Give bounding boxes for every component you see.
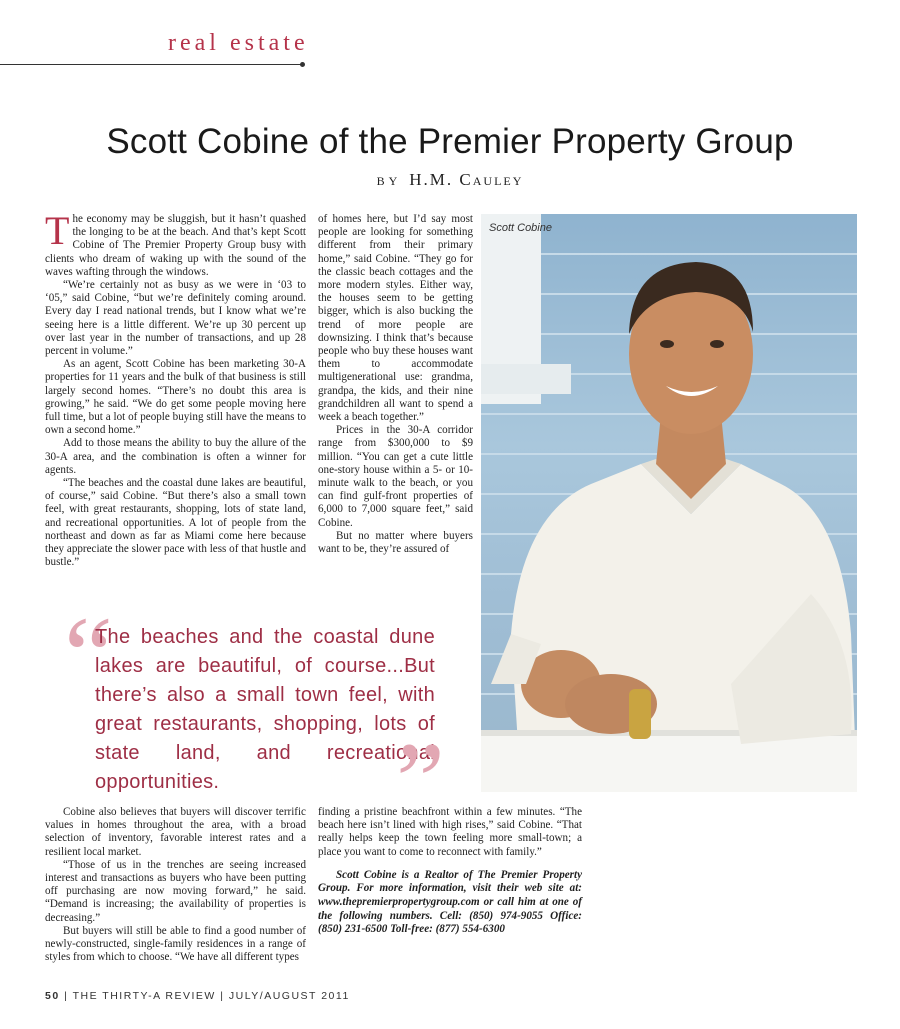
article-column-4 bbox=[318, 806, 582, 937]
photo-caption: Scott Cobine bbox=[489, 222, 552, 234]
page-footer bbox=[45, 990, 350, 1002]
byline bbox=[0, 170, 900, 190]
section-label: real estate bbox=[168, 30, 309, 56]
paragraph: But buyers will still be able to find a good number of newly-constructed, single-family residences in a range of styles from which to choose. “We have all different types bbox=[45, 924, 306, 964]
paragraph: “We’re certainly not as busy as we were in ‘03 to ‘05,” said Cobine, “but we’re definitely coming around. Every day I read national trends, but I know what we’re seeing here is a little different. We’re up 30 percent up over last year in the number of transactions, and up 28 percent in volume.” bbox=[45, 279, 306, 358]
footer-separator: | bbox=[64, 990, 69, 1002]
paragraph: finding a pristine beachfront within a few minutes. “The beach here isn’t lined with high rises,” said Cobine. “That really helps keep the town feeling more small-town; a place you want to come to reconnect with family.” bbox=[318, 806, 582, 858]
article-headline: Scott Cobine of the Premier Property Group bbox=[106, 122, 794, 161]
drop-cap: T bbox=[45, 208, 70, 253]
portrait-photo bbox=[481, 214, 857, 792]
article-column-1 bbox=[45, 208, 306, 569]
paragraph: Cobine also believes that buyers will discover terrific values in homes throughout the area, with a broad selection of inventory, favorable interest rates and a resilient local market. bbox=[45, 806, 306, 858]
paragraph: Prices in the 30-A corridor range from $300,000 to $9 million. “You can get a cute little one-story house within a 5- or 10-minute walk to the beach, or you can find gulf-front properties of 6,000 to 7,000 square feet,” said Cobine. bbox=[318, 424, 473, 529]
close-quote-mark: ” bbox=[396, 720, 445, 842]
footer-separator: | bbox=[220, 990, 225, 1002]
publication-name: THE THIRTY-A REVIEW bbox=[72, 990, 216, 1002]
pull-quote: The beaches and the coastal dune lakes are beautiful, of course...But there’s also a small town feel, with great restaurants, shopping, lots of state land, and recreational opportunities. bbox=[95, 626, 435, 793]
article-column-3 bbox=[45, 806, 306, 964]
paragraph: “Those of us in the trenches are seeing increased interest and transactions as buyers who have been putting off purchasing are now moving forward,” he said. “Demand is increasing; the availability of properties is decreasing.” bbox=[45, 858, 306, 924]
paragraph: As an agent, Scott Cobine has been marketing 30-A properties for 11 years and the bulk of that business is still largely second homes. “There’s no doubt this area is growing,” he said. “We do get some people moving here full time, but a lot of people buying still have the means to own a second home.” bbox=[45, 358, 306, 437]
photo-illustration bbox=[481, 214, 857, 792]
byline-by: BY bbox=[376, 174, 402, 188]
byline-author: H.M. Cauley bbox=[409, 170, 524, 189]
paragraph: of homes here, but I’d say most people are looking for something different from their primary home,” said Cobine. “They go for the classic beach cottages and the more modern styles. Either way, the houses seem to be getting bigger, which is also bucking the trend of more people are downsizing. I think that’s because people who buy these houses want them to accommodate multigenerational use: grandma, grandpa, the kids, and their nine grandchildren all want to spend a week a beach together.” bbox=[318, 213, 473, 424]
author-bio: Scott Cobine is a Realtor of The Premier Property Group. For more information, visit their web site at: www.thepremierpropertygroup.com or call him at one of the following numbers. Cell: (850) 974-9055 Office: (850) 231-6500 Toll-free: (877) 554-6300 bbox=[318, 868, 582, 936]
paragraph: “The beaches and the coastal dune lakes are beautiful, of course,” said Cobine. “But there’s also a small town feel, with great restaurants, shopping, lots of state land, and recreational opportunities. A lot of people from the northeast and down as far as Miami come here because they appreciate the slower pace with less of that hustle and bustle.” bbox=[45, 477, 306, 569]
paragraph: Add to those means the ability to buy the allure of the 30-A area, and the combination is often a winner for agents. bbox=[45, 437, 306, 476]
paragraph: The economy may be sluggish, but it hasn’t quashed the longing to be at the beach. And that’s kept Scott Cobine of The Premier Property Group busy with clients who dream of waking up with the sound of the waves wafting through the windows. bbox=[45, 208, 306, 278]
header-rule bbox=[0, 64, 304, 65]
paragraph: But no matter where buyers want to be, they’re assured of bbox=[318, 529, 473, 556]
header-rule-dot bbox=[300, 62, 305, 67]
open-quote-mark: “ bbox=[64, 594, 113, 716]
page-number: 50 bbox=[45, 990, 60, 1002]
issue-date: JULY/AUGUST 2011 bbox=[228, 990, 350, 1002]
article-column-2 bbox=[318, 213, 473, 556]
